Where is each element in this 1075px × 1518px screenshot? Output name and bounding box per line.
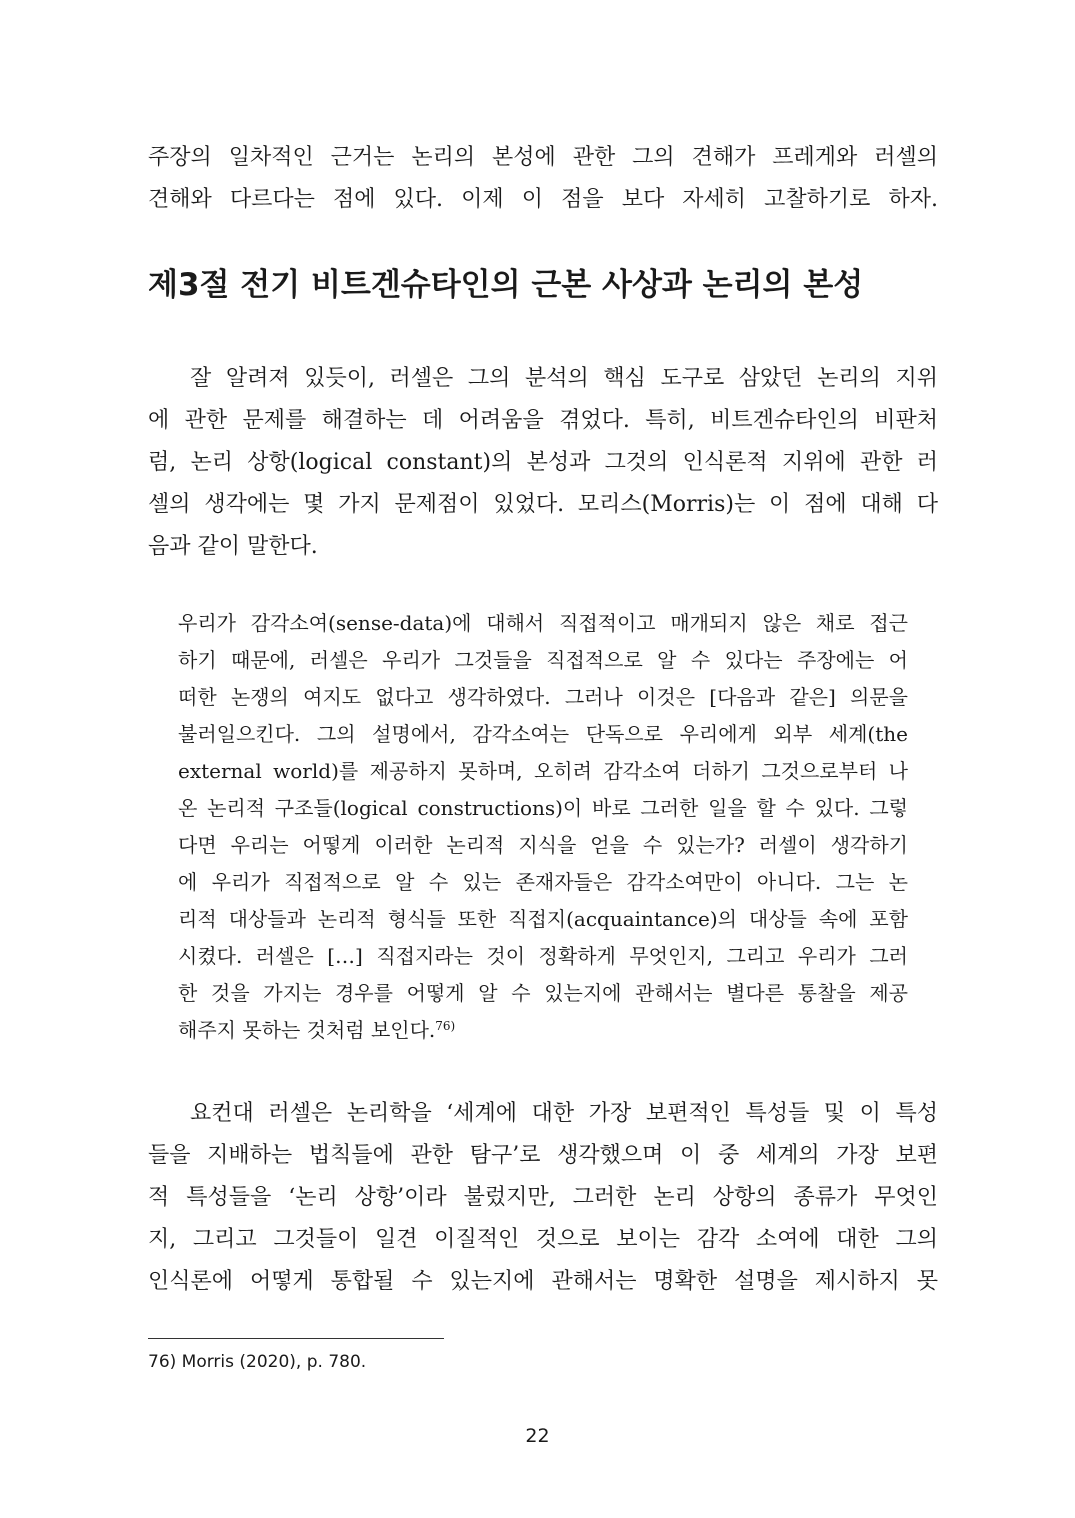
quote-line: 다면 우리는 어떻게 이러한 논리적 지식을 얻을 수 있는가? 러셀이 생각하기	[178, 833, 908, 857]
quote-line: 떠한 논쟁의 여지도 없다고 생각하였다. 그러나 이것은 [다음과 같은] 의문을	[178, 685, 908, 709]
paragraph1-line: 럼, 논리 상항(logical constant)의 본성과 그것의 인식론적 지위에 관한 러	[148, 450, 938, 475]
quote-line: 온 논리적 구조들(logical constructions)이 바로 그러한 일을 할 수 있다. 그렇	[178, 796, 908, 820]
quote-line: external world)를 제공하지 못하며, 오히려 감각소여 더하기 그것으로부터 나	[178, 759, 908, 783]
paragraph2-line: 인식론에 어떻게 통합될 수 있는지에 관해서는 명확한 설명을 제시하지 못	[148, 1269, 938, 1294]
quote-line: 에 우리가 직접적으로 알 수 있는 존재자들은 감각소여만이 아니다. 그는 논	[178, 870, 908, 894]
page-number: 22	[525, 1425, 550, 1447]
paragraph2-line: 요컨대 러셀은 논리학을 ‘세계에 대한 가장 보편적인 특성들 및 이 특성	[190, 1101, 938, 1126]
footnote-reference[interactable]: 76)	[435, 1019, 456, 1033]
paragraph1-line: 에 관한 문제를 해결하는 데 어려움을 겪었다. 특히, 비트겐슈타인의 비판처	[148, 408, 938, 433]
intro-line: 견해와 다르다는 점에 있다. 이제 이 점을 보다 자세히 고찰하기로 하자.	[148, 187, 938, 212]
paragraph2-line: 적 특성들을 ‘논리 상항’이라 불렀지만, 그러한 논리 상항의 종류가 무엇인	[148, 1185, 938, 1210]
quote-line: 시켰다. 러셀은 […] 직접지라는 것이 정확하게 무엇인지, 그리고 우리가 그러	[178, 944, 908, 968]
paragraph1-line: 잘 알려져 있듯이, 러셀은 그의 분석의 핵심 도구로 삼았던 논리의 지위	[190, 366, 938, 391]
intro-line: 주장의 일차적인 근거는 논리의 본성에 관한 그의 견해가 프레게와 러셀의	[148, 145, 938, 170]
quote-last-line	[178, 1016, 908, 1046]
quote-line: 해주지 못하는 것처럼 보인다.	[178, 1018, 436, 1042]
paragraph2-line: 들을 지배하는 법칙들에 관한 탐구’로 생각했으며 이 중 세계의 가장 보편	[148, 1143, 938, 1168]
paragraph1-line: 셀의 생각에는 몇 가지 문제점이 있었다. 모리스(Morris)는 이 점에 대해 다	[148, 492, 938, 517]
footnote-divider	[148, 1338, 444, 1339]
section-heading: 제3절 전기 비트겐슈타인의 근본 사상과 논리의 본성	[148, 267, 864, 303]
quote-line: 리적 대상들과 논리적 형식들 또한 직접지(acquaintance)의 대상들 속에 포함	[178, 907, 908, 931]
quote-line: 하기 때문에, 러셀은 우리가 그것들을 직접적으로 알 수 있다는 주장에는 어	[178, 648, 908, 672]
paragraph1-line: 음과 같이 말한다.	[148, 534, 318, 559]
quote-line: 불러일으킨다. 그의 설명에서, 감각소여는 단독으로 우리에게 외부 세계(the	[178, 722, 908, 746]
quote-line: 한 것을 가지는 경우를 어떻게 알 수 있는지에 관해서는 별다른 통찰을 제공	[178, 981, 908, 1005]
footnote-text: 76) Morris (2020), p. 780.	[148, 1352, 367, 1372]
quote-line: 우리가 감각소여(sense-data)에 대해서 직접적이고 매개되지 않은 채로 접근	[178, 611, 908, 635]
paragraph2-line: 지, 그리고 그것들이 일견 이질적인 것으로 보이는 감각 소여에 대한 그의	[148, 1227, 938, 1252]
